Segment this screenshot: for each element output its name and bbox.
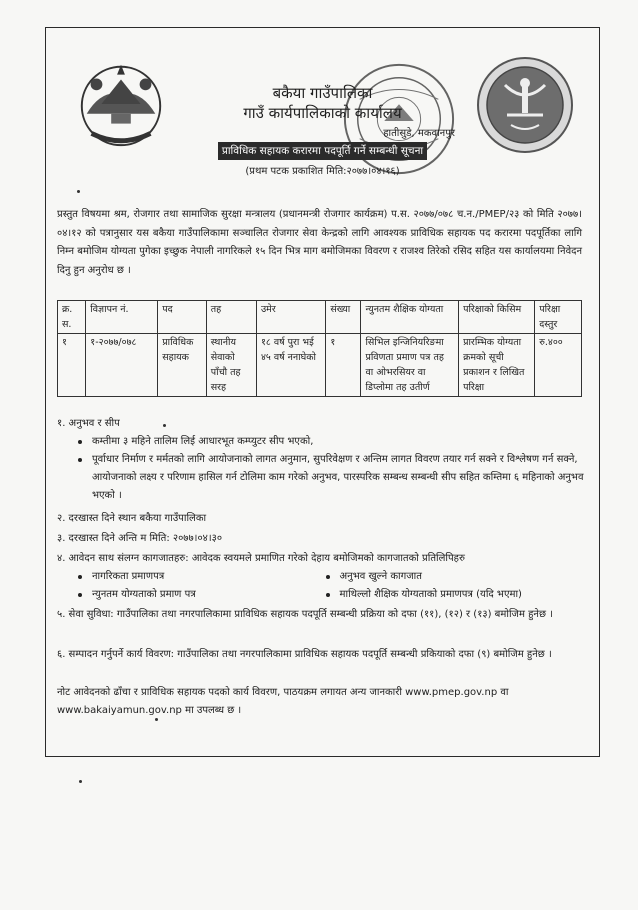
scan-speck (79, 780, 82, 783)
section-application-place: २. दरखास्त दिने स्थान बकैया गाउँपालिका (57, 513, 207, 524)
list-item: अनुभव खुल्ने कागजात (340, 568, 588, 586)
cell-count: १ (326, 334, 361, 397)
list-item: नागरिकता प्रमाणपत्र (92, 568, 340, 586)
intro-paragraph: प्रस्तुत विषयमा श्रम, रोजगार तथा सामाजिक सुरक्षा मन्त्रालय (प्रधानमन्त्री रोजगार कार्यक्रम) प.स. २०७७/०७८ च.न./PMEP/२३ को मिति २०७७।०४।१२ को पत्रानुसार यस बकैया गाउँपालिकामा सञ्चालित रोजगार सेवा केन्द्रको लागि आवश्यक प्राविधिक सहायक पद करारमा पदपूर्तिका लागि निम्न बमोजिम योग्यता पुगेका इच्छुक नेपाली नागरिकले १५ दिन भित्र माग बमोजिमका विवरण र राजश्व तिरेको रसिद सहित यस कार्यालयमा निवेदन दिनु हुन अनुरोध छ । (57, 209, 582, 276)
list-item: कम्तीमा ३ महिने तालिम लिई आधारभूत कम्प्युटर सीप भएको, (92, 433, 587, 451)
pmep-logo-icon (475, 55, 575, 155)
cell-sn: १ (58, 334, 86, 397)
cell-qualification: सिभिल इन्जिनियरिङमा प्रविणता प्रमाण पत्र तह वा ओभरसियर वा डिप्लोमा तह उतीर्ण (361, 334, 459, 397)
notice-header (170, 84, 475, 177)
section-job-description: ६. सम्पादन गर्नुपर्ने कार्य विवरण: गाउँपालिका तथा नगरपालिकामा प्राविधिक सहायक पदपूर्ति सम्बन्धी प्रकियाको दफा (९) बमोजिम हुनेछ । (57, 649, 552, 660)
list-item: पूर्वाधार निर्माण र मर्मतको लागि आयोजनाको लागत अनुमान, सुपरिवेक्षण र अन्तिम लागत विवरण तयार गर्न सक्ने र विश्लेषण गर्न सक्ने, आयोजनाको लक्ष्य र परिणाम हासिल गर्न टोलिमा काम गरेको अनुभव, पारस्परिक सम्बन्ध सम्बन्धी सीप सहित कम्तिमा ६ महिनाको अनुभव भएको । (92, 451, 587, 505)
table-row (58, 334, 582, 397)
section-1-title: १. अनुभव र सीप (57, 418, 120, 429)
col-post: पद (158, 301, 207, 334)
list-item: न्युनतम योग्यताको प्रमाण पत्र (92, 586, 340, 604)
cell-age: १८ वर्ष पुरा भई ४५ वर्ष ननाघेको (256, 334, 325, 397)
vacancy-table (57, 300, 582, 397)
office-name: बकैया गाउँपालिका (272, 84, 373, 102)
col-exam-fee: परिक्षा दस्तुर (535, 301, 582, 334)
section-benefits: ५. सेवा सुविधा: गाउँपालिका तथा नगरपालिकामा प्राविधिक सहायक पदपूर्ति सम्बन्धी प्रक्रिया को दफा (११), (१२) र (१३) बमोजिम हुनेछ । (57, 609, 553, 620)
col-age: उमेर (256, 301, 325, 334)
government-emblem-icon (72, 55, 170, 153)
section-deadline: ३. दरखास्त दिने अन्ति म मिति: २०७७।०४।३० (57, 533, 223, 544)
cell-exam-type: प्रारम्भिक योग्यता क्रमको सूची प्रकाशन र लिखित परिक्षा (459, 334, 535, 397)
cell-exam-fee: रु.४०० (535, 334, 582, 397)
notice-title: प्राविधिक सहायक करारमा पदपूर्ति गर्ने सम्बन्धी सूचना (218, 142, 427, 160)
office-subtitle: गाउँ कार्यपालिकाको कार्यालय (243, 104, 402, 122)
col-count: संख्या (326, 301, 361, 334)
col-exam-type: परिक्षाको किसिम (459, 301, 535, 334)
col-qualification: न्युनतम शैक्षिक योग्यता (361, 301, 459, 334)
cell-ad-no: १-२०७७/०७८ (86, 334, 158, 397)
list-item: माथिल्लो शैक्षिक योग्यताको प्रमाणपत्र (यदि भएमा) (340, 586, 588, 604)
scan-speck (155, 718, 158, 721)
section-4-title: ४. आवेदन साथ संलग्न कागजातहरु: आवेदक स्वयमले प्रमाणित गरेको देहाय बमोजिमको कागजातको प्रतिलिपिहरु (57, 553, 465, 564)
col-ad-no: विज्ञापन नं. (86, 301, 158, 334)
office-address: हातीसुडे, मकवानपुर (383, 128, 455, 139)
scan-speck (77, 190, 80, 193)
col-level: तह (206, 301, 256, 334)
cell-level: स्थानीय सेवाको पाँचौ तह सरह (206, 334, 256, 397)
section-experience (57, 415, 587, 505)
publish-date: (प्रथम पटक प्रकाशित मिति:२०७७।०४।१६) (245, 166, 400, 177)
section-documents (57, 550, 587, 604)
cell-post: प्राविधिक सहायक (158, 334, 207, 397)
scan-speck (163, 424, 166, 427)
col-sn: क्र. स. (58, 301, 86, 334)
note-paragraph: नोट आवेदनको ढाँचा र प्राविधिक सहायक पदको कार्य विवरण, पाठयक्रम लगायत अन्य जानकारी www.pmep.gov.np वा www.bakaiyamun.gov.np मा उपलब्ध छ । (57, 687, 509, 716)
table-header-row (58, 301, 582, 334)
